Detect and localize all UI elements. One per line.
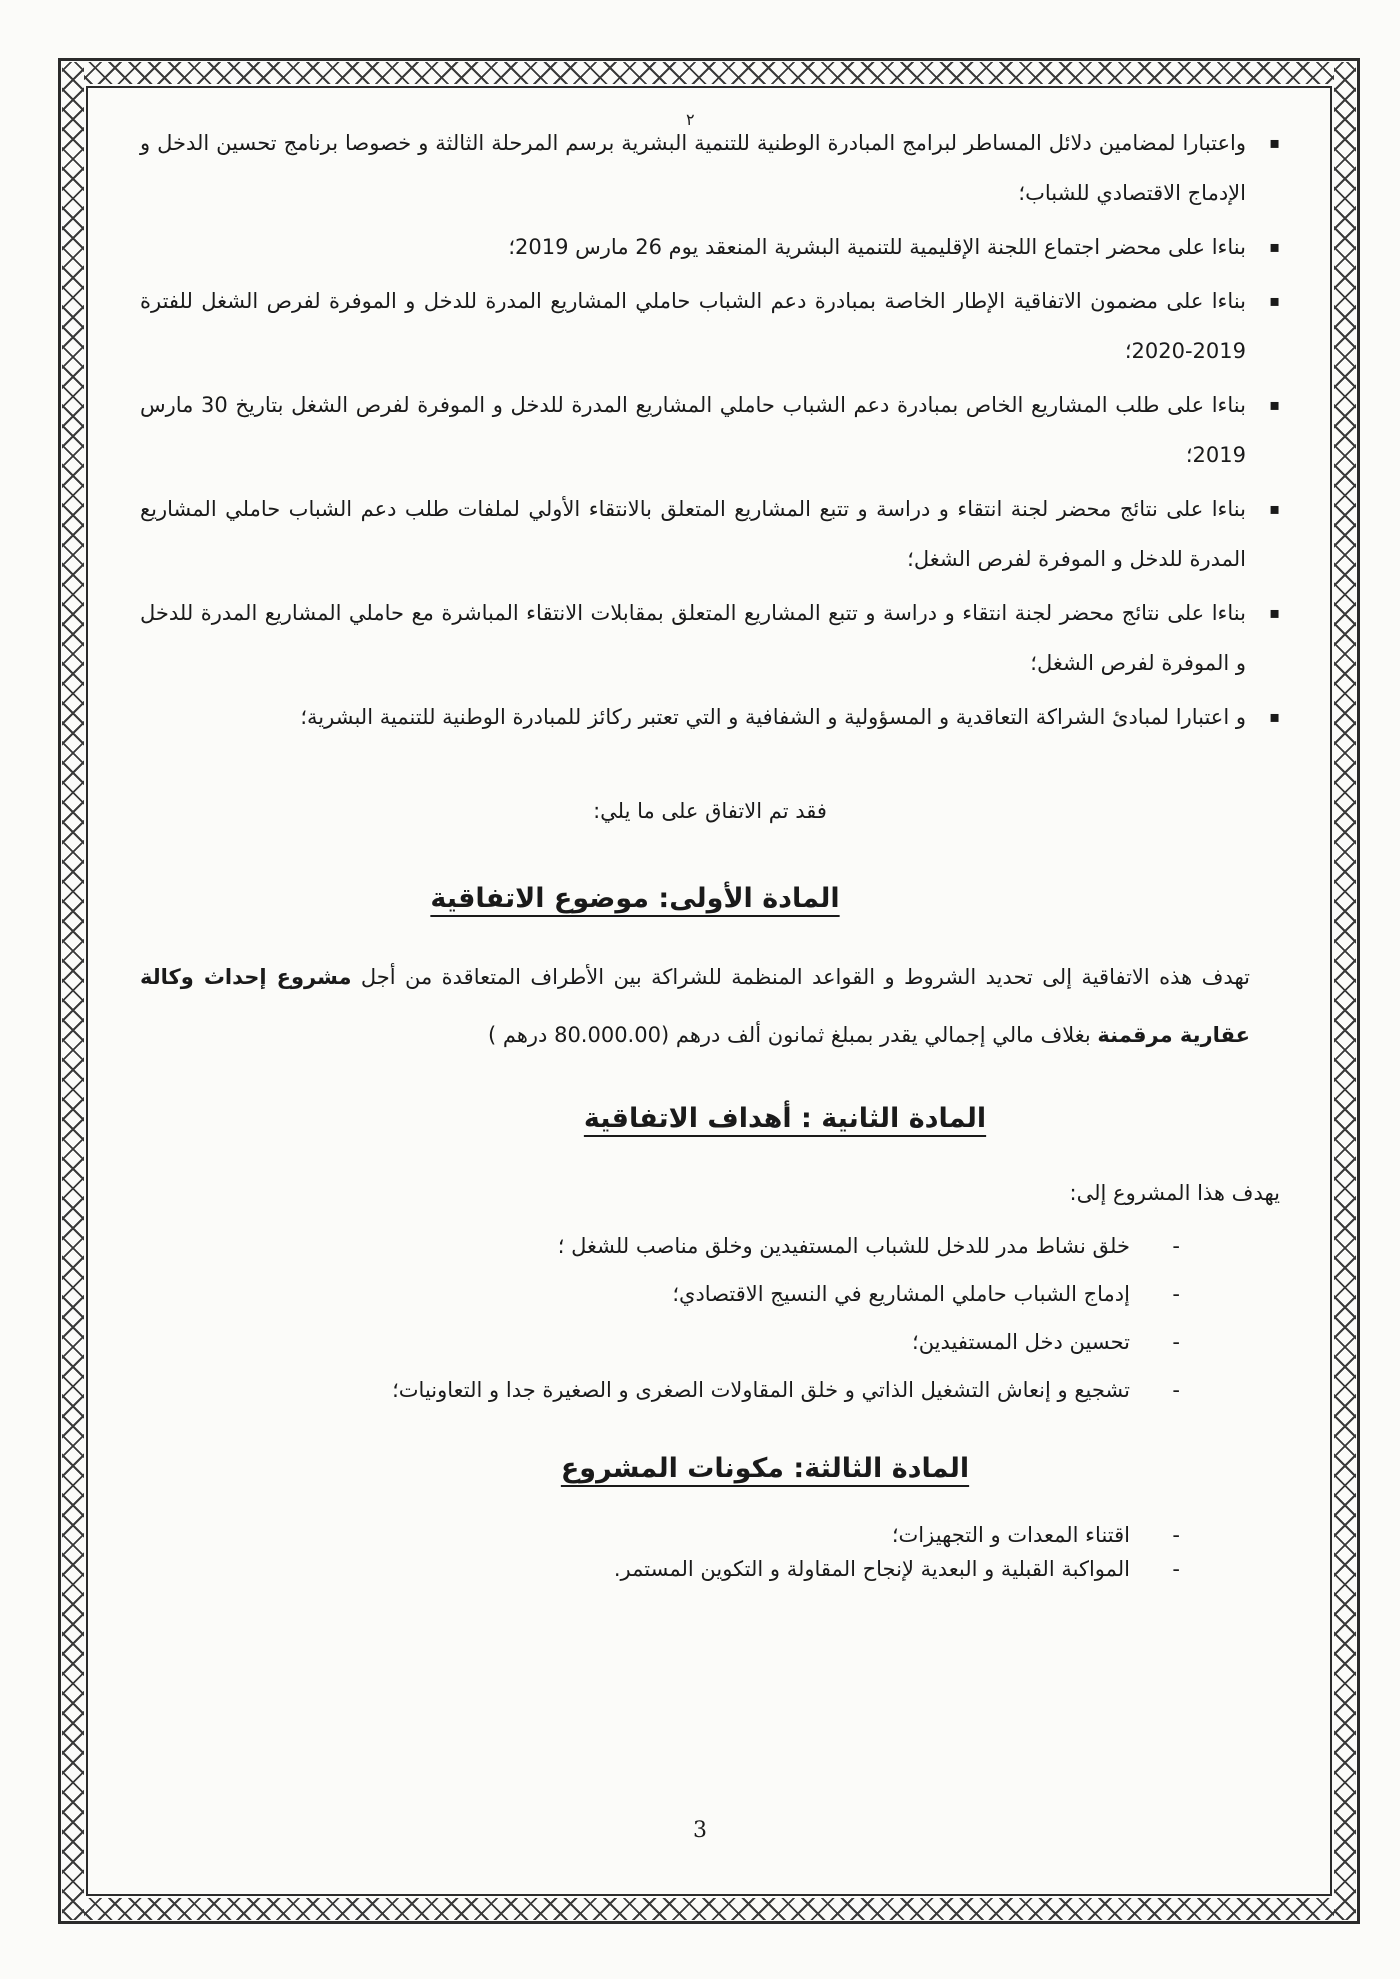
objective-item: - إدماج الشباب حاملي المشاريع في النسيج الاقتصادي؛: [140, 1270, 1280, 1318]
preamble-item: ▪ بناءا على مضمون الاتفاقية الإطار الخاصة بمبادرة دعم الشباب حاملي المشاريع المدرة للدخل و الموفرة لفرص الشغل للفترة 2019-2020؛: [140, 276, 1280, 376]
preamble-item: ▪ بناءا على نتائج محضر لجنة انتقاء و دراسة و تتبع المشاريع المتعلق بمقابلات الانتقاء المباشرة مع حاملي المشاريع المدرة للدخل و الموفرة لفرص الشغل؛: [140, 588, 1280, 688]
decorative-border-bottom: [62, 1898, 1356, 1920]
component-item: - المواكبة القبلية و البعدية لإنجاح المقاولة و التكوين المستمر.: [140, 1552, 1280, 1586]
preamble-item: ▪ بناءا على طلب المشاريع الخاص بمبادرة دعم الشباب حاملي المشاريع المدرة للدخل و الموفرة لفرص الشغل بتاريخ 30 مارس 2019؛: [140, 380, 1280, 480]
preamble-item: ▪ بناءا على محضر اجتماع اللجنة الإقليمية للتنمية البشرية المنعقد يوم 26 مارس 2019؛: [140, 222, 1280, 272]
components-list: [140, 1518, 1280, 1586]
decorative-border-left: [62, 62, 84, 1920]
objective-item: - خلق نشاط مدر للدخل للشباب المستفيدين وخلق مناصب للشغل ؛: [140, 1222, 1280, 1270]
article-3-title: المادة الثالثة: مكونات المشروع: [560, 1453, 970, 1484]
project-name: مشروع إحداث وكالة عقارية مرقمنة: [140, 965, 1250, 1047]
preamble-item: ▪ واعتبارا لمضامين دلائل المساطر لبرامج المبادرة الوطنية للتنمية البشرية برسم المرحلة الثالثة و خصوصا برنامج تحسين الدخل و الإدماج الاقتصادي للشباب؛: [140, 118, 1280, 218]
article-1-text: [140, 948, 1280, 1064]
objective-item: - تشجيع و إنعاش التشغيل الذاتي و خلق المقاولات الصغرى و الصغيرة جدا و التعاونيات؛: [140, 1366, 1280, 1414]
article-1-text-a: تهدف هذه الاتفاقية إلى تحديد الشروط و القواعد المنظمة للشراكة بين الأطراف المتعاقدة من أجل: [351, 965, 1250, 989]
article-2-lead: يهدف هذا المشروع إلى:: [1069, 1181, 1280, 1205]
component-item: - اقتناء المعدات و التجهيزات؛: [140, 1518, 1280, 1552]
article-1-text-b: بغلاف مالي إجمالي يقدر بمبلغ ثمانون ألف درهم (80.000.00 درهم ): [487, 1023, 1098, 1047]
decorative-border-right: [1334, 62, 1356, 1920]
article-1-title: المادة الأولى: موضوع الاتفاقية: [430, 883, 840, 914]
article-2-title: المادة الثانية : أهداف الاتفاقية: [583, 1103, 987, 1134]
document-body: [140, 118, 1280, 1586]
top-mark: ٢: [686, 110, 695, 129]
objective-item: - تحسين دخل المستفيدين؛: [140, 1318, 1280, 1366]
page-number: 3: [693, 1818, 707, 1843]
preamble-item: ▪ بناءا على نتائج محضر لجنة انتقاء و دراسة و تتبع المشاريع المتعلق بالانتقاء الأولي لملفات طلب دعم الشباب حاملي المشاريع المدرة للدخل و الموفرة لفرص الشغل؛: [140, 484, 1280, 584]
agreement-intro: فقد تم الاتفاق على ما يلي:: [593, 799, 827, 823]
decorative-border-top: [62, 62, 1356, 84]
preamble-item: ▪ و اعتبارا لمبادئ الشراكة التعاقدية و المسؤولية و الشفافية و التي تعتبر ركائز للمبادرة الوطنية للتنمية البشرية؛: [140, 692, 1280, 742]
preamble-list: [140, 118, 1280, 742]
objectives-list: [140, 1222, 1280, 1414]
